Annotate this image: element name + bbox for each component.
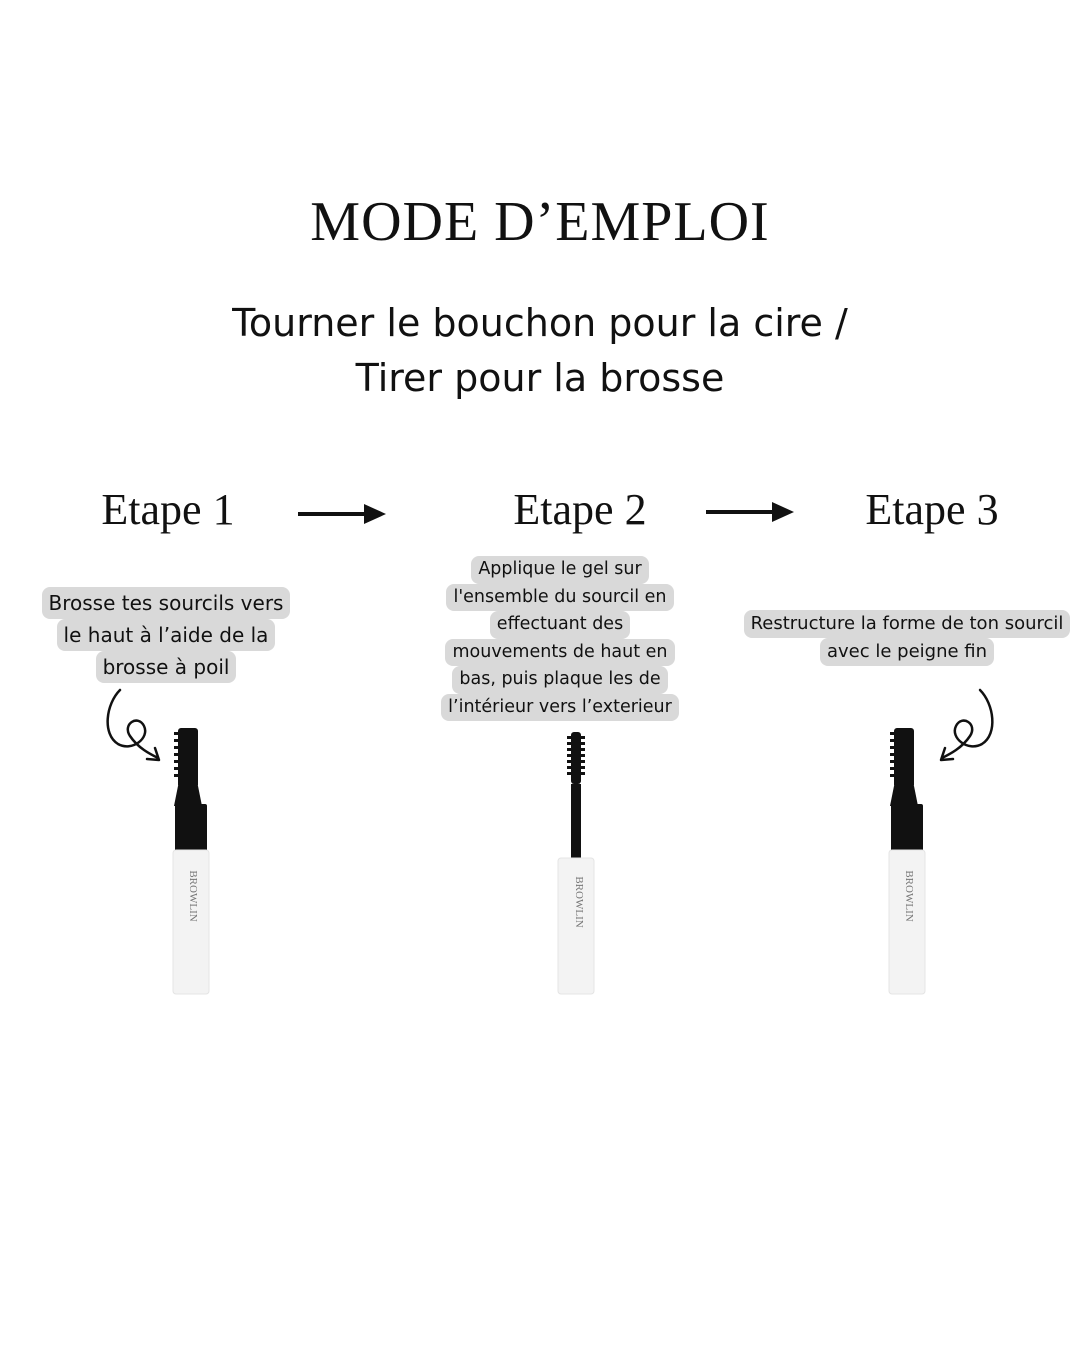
mascara-tube-icon xyxy=(166,726,216,996)
mascara-tube-icon xyxy=(552,730,602,996)
step-1-description xyxy=(10,587,322,683)
step-2-label: Etape 2 xyxy=(513,485,647,534)
step-3-line-1: Restructure la forme de ton sourcil xyxy=(744,610,1071,638)
step-2-line-1: Applique le gel sur xyxy=(471,556,648,584)
svg-text:BROWLIN: BROWLIN xyxy=(573,876,585,928)
svg-text:BROWLIN: BROWLIN xyxy=(903,870,915,922)
step-2-line-2: l'ensemble du sourcil en xyxy=(446,584,673,612)
step-3-label: Etape 3 xyxy=(865,485,999,534)
svg-text:BROWLIN: BROWLIN xyxy=(187,870,199,922)
mascara-tube-icon xyxy=(882,726,932,996)
right-arrow-icon xyxy=(706,498,796,526)
curly-arrow-icon xyxy=(932,686,1002,766)
subtitle-line-2: Tirer pour la brosse xyxy=(355,356,725,400)
page-title: MODE D’EMPLOI xyxy=(310,191,770,253)
right-arrow-icon xyxy=(298,500,388,528)
step-2-line-6: l’intérieur vers l’exterieur xyxy=(441,694,679,722)
step-1-line-2: le haut à l’aide de la xyxy=(57,619,276,651)
step-2-line-4: mouvements de haut en xyxy=(445,639,674,667)
subtitle xyxy=(0,296,1080,406)
step-3-description xyxy=(724,610,1080,666)
step-2-description xyxy=(415,556,705,721)
curly-arrow-icon xyxy=(98,686,168,766)
subtitle-line-1: Tourner le bouchon pour la cire / xyxy=(232,301,848,345)
step-1-line-1: Brosse tes sourcils vers xyxy=(42,587,291,619)
step-1-label: Etape 1 xyxy=(101,485,235,534)
step-2-line-5: bas, puis plaque les de xyxy=(452,666,667,694)
step-1-line-3: brosse à poil xyxy=(96,651,237,683)
step-2-line-3: effectuant des xyxy=(490,611,630,639)
step-3-line-2: avec le peigne fin xyxy=(820,638,994,666)
